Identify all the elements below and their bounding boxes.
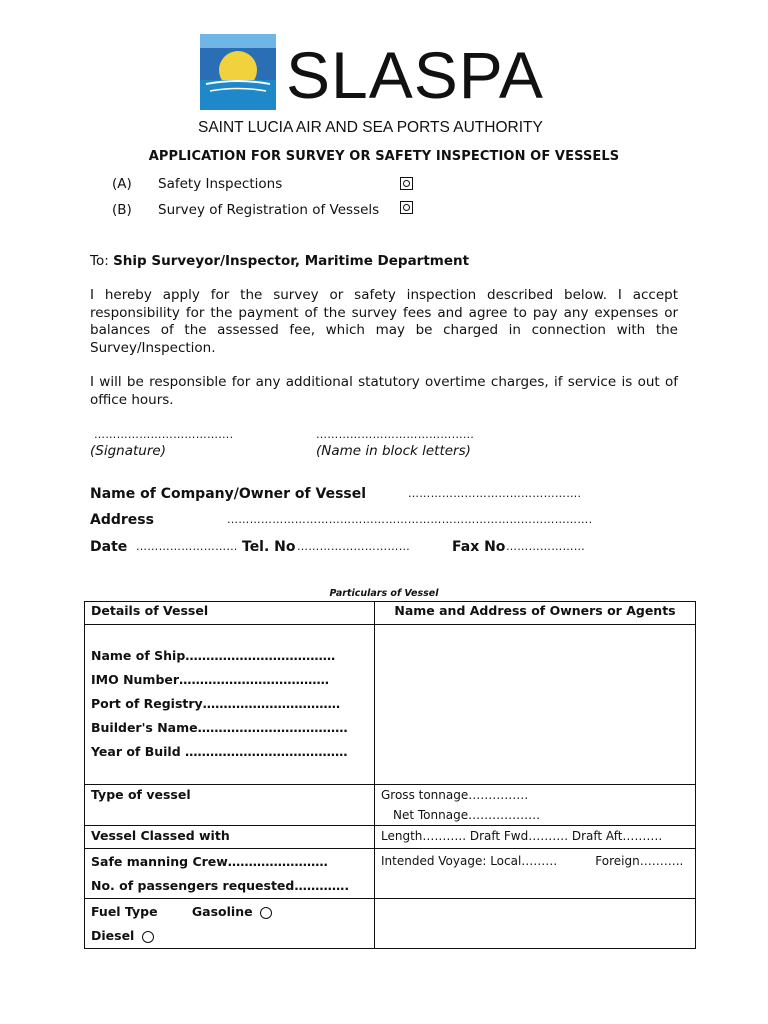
voyage-local-field[interactable]: Intended Voyage: Local……… [381,854,558,868]
type-row [85,785,696,826]
name-block-dots[interactable]: …………………………………… [316,428,475,441]
company-label: Name of Company/Owner of Vessel [90,486,367,502]
declaration-paragraph: I hereby apply for the survey or safety inspection described below. I accept responsibility for the payment of the survey fees and agree to pay any expenses or balances of the assessed fee, which may be charged in connection with the Survey/Inspection. [90,287,678,356]
address-label: Address [90,512,154,528]
fuel-cell [85,899,375,949]
year-of-build-field[interactable]: Year of Build ………………………………… [91,744,348,759]
gross-tonnage-field[interactable]: Gross tonnage…………… [381,788,529,802]
fax-field[interactable]: ………………… [506,540,586,553]
diesel-label: Diesel [91,928,135,943]
to-recipient: Ship Surveyor/Inspector, Maritime Department [113,253,470,269]
port-of-registry-field[interactable]: Port of Registry…………………………… [91,696,341,711]
logo-subtitle: SAINT LUCIA AIR AND SEA PORTS AUTHORITY [198,119,543,136]
company-field[interactable]: ………………………………………. [408,487,582,500]
overtime-paragraph: I will be responsible for any additional statutory overtime charges, if service is out of office hours. [90,374,678,408]
gasoline-radio[interactable] [260,907,272,919]
gasoline-label: Gasoline [191,904,253,919]
length-draft-field[interactable]: Length……….. Draft Fwd………. Draft Aft………. [381,829,663,843]
net-tonnage-field[interactable]: Net Tonnage……………… [393,808,541,822]
table-header-row [85,602,696,625]
vessel-classed-label: Vessel Classed with [85,826,375,849]
classed-row [85,826,696,849]
imo-number-field[interactable]: IMO Number……………………………… [91,672,330,687]
fuel-notes-cell[interactable] [375,899,696,949]
signature-dots[interactable]: ………………………………. [94,428,234,441]
diesel-radio[interactable] [142,931,154,943]
tonnage-cell [375,785,696,826]
fax-label: Fax No [452,539,506,555]
option-b-label: Survey of Registration of Vessels [158,202,380,218]
to-prefix: To: [90,253,109,269]
dimensions-cell [375,826,696,849]
table-caption: Particulars of Vessel [329,588,439,599]
passengers-field[interactable]: No. of passengers requested…………. [91,878,350,893]
builders-name-field[interactable]: Builder's Name……………………………… [91,720,348,735]
option-a-checkbox[interactable] [400,177,413,190]
fuel-type-label: Fuel Type [91,904,158,919]
logo-wordmark: SLASPA [286,38,544,112]
signature-label: (Signature) [90,443,166,459]
name-of-ship-field[interactable]: Name of Ship……………………………… [91,648,336,663]
option-a-label: Safety Inspections [158,176,283,192]
to-line [90,253,469,269]
crew-row [85,849,696,899]
type-of-vessel-label: Type of vessel [85,785,375,826]
details-header: Details of Vessel [85,602,375,625]
sun-and-sea-logo-icon [200,34,276,110]
date-field[interactable]: ……………………… [136,540,238,553]
voyage-cell [375,849,696,899]
form-title: APPLICATION FOR SURVEY OR SAFETY INSPECTION OF VESSELS [148,149,620,164]
details-row [85,625,696,785]
option-a-code: (A) [112,176,132,192]
vessel-particulars-table [84,601,696,949]
name-block-label: (Name in block letters) [316,443,471,459]
slaspa-logo [200,34,562,140]
option-b-checkbox[interactable] [400,201,413,214]
option-b-code: (B) [112,202,132,218]
crew-cell [85,849,375,899]
voyage-foreign-field[interactable]: Foreign……….. [595,854,684,868]
owners-header: Name and Address of Owners or Agents [375,602,696,625]
fuel-row [85,899,696,949]
safe-manning-field[interactable]: Safe manning Crew…………………… [91,854,328,869]
details-cell [85,625,375,785]
address-field[interactable]: ……………………………………………………………………………………. [227,513,593,526]
tel-field[interactable]: ………………………… [297,540,410,553]
owners-address-cell[interactable] [375,625,696,785]
date-label: Date [90,539,128,555]
tel-label: Tel. No [242,539,296,555]
